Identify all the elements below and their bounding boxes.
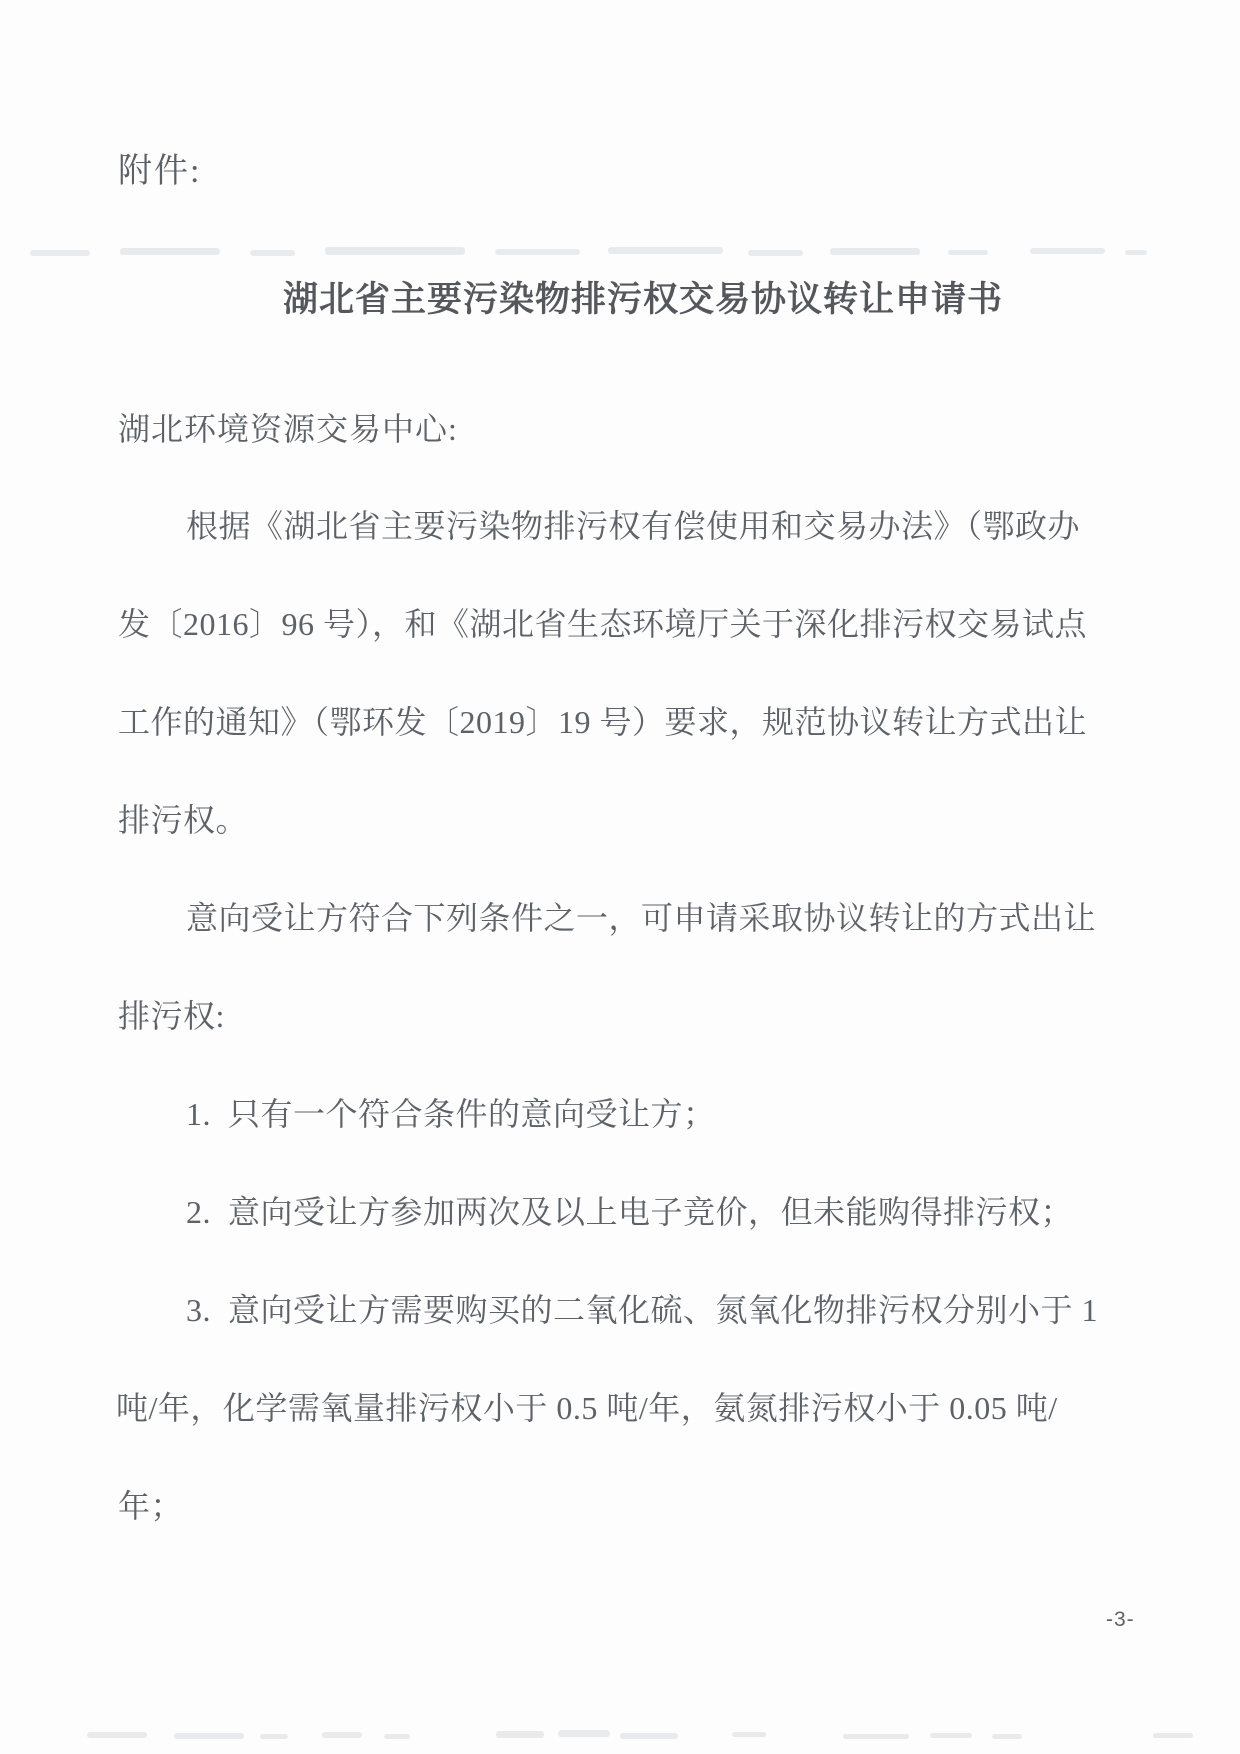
condition-item-3-continued: 吨/年，化学需氧量排污权小于 0.5 吨/年，氨氮排污权小于 0.05 吨/ [116,1390,1058,1426]
document-title: 湖北省主要污染物排污权交易协议转让申请书 [282,280,1003,319]
scan-artifact [496,1731,544,1738]
condition-item-3: 3. 意向受让方需要购买的二氧化硫、氮氧化物排污权分别小于 1 [186,1292,1099,1328]
scan-artifact [748,250,803,256]
scan-artifact [87,1732,147,1738]
paragraph1-line1: 根据《湖北省主要污染物排污权有偿使用和交易办法》（鄂政办 [186,508,1081,544]
condition-item-2: 2. 意向受让方参加两次及以上电子竞价，但未能购得排污权； [186,1194,1074,1230]
scan-artifact [830,248,920,255]
scan-artifact [732,1732,766,1737]
scan-artifact [1125,250,1147,255]
attachment-label: 附件: [118,153,202,190]
paragraph1-line2: 发〔2016〕96 号），和《湖北省生态环境厅关于深化排污权交易试点 [118,606,1088,642]
scan-artifact [558,1730,610,1737]
condition-item-3-end: 年； [118,1488,184,1524]
scan-artifact [495,249,580,255]
paragraph2-line1: 意向受让方符合下列条件之一，可申请采取协议转让的方式出让 [186,900,1097,936]
paragraph2-line2: 排污权: [118,998,225,1034]
paragraph1-line3: 工作的通知》（鄂环发〔2019〕19 号）要求，规范协议转让方式出让 [118,704,1088,740]
scan-artifact [620,1733,678,1739]
scan-artifact [1030,248,1105,254]
scan-artifact [930,1733,972,1738]
scan-artifact [250,250,295,256]
paragraph1-line4: 排污权。 [118,802,249,838]
scan-artifact [608,247,723,254]
scan-artifact [30,250,90,256]
scan-artifact [992,1734,1022,1739]
scan-artifact [174,1733,244,1739]
scan-artifact [384,1734,410,1739]
scan-artifact [325,247,465,255]
page-number: -3- [1106,1608,1135,1631]
salutation-line: 湖北环境资源交易中心: [118,411,458,447]
scan-artifact [260,1734,288,1739]
scan-artifact [120,248,220,255]
condition-item-1: 1. 只有一个符合条件的意向受让方； [186,1096,716,1132]
scan-artifact [322,1732,362,1738]
scan-artifact [843,1734,909,1739]
scan-artifact [948,250,988,255]
scan-artifact [1153,1733,1193,1738]
